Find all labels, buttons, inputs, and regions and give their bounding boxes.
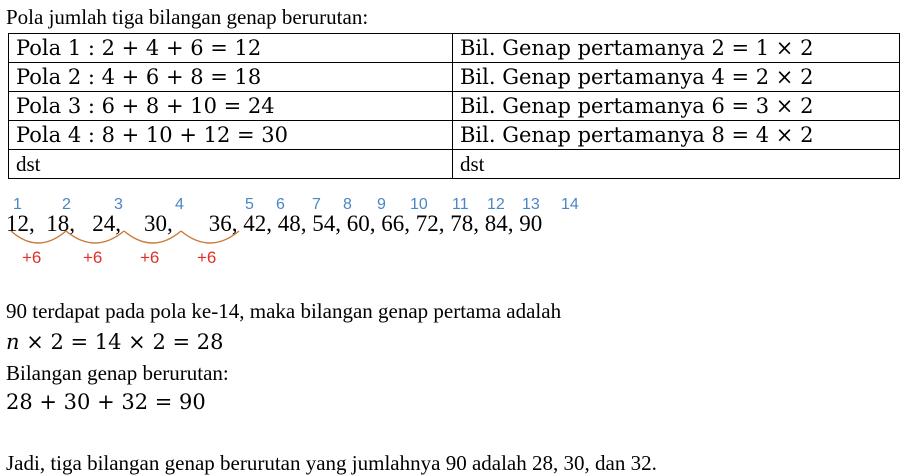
first-even-cell: Bil. Genap pertamanya 2 = 1 × 2 (453, 34, 900, 63)
pattern-index: 8 (343, 196, 352, 213)
pattern-index: 3 (114, 196, 123, 213)
pattern-index: 6 (276, 196, 285, 213)
step-arc (181, 231, 239, 243)
sum-line: 28 + 30 + 32 = 90 (6, 390, 206, 414)
pattern-index: 2 (62, 196, 71, 213)
conclusion: Jadi, tiga bilangan genap berurutan yang jumlahnya 90 adalah 28, 30, dan 32. (6, 451, 657, 475)
formula-rest: × 2 = 14 × 2 = 28 (19, 330, 224, 354)
pattern-index: 4 (175, 196, 184, 213)
pattern-cell: dst (9, 150, 453, 179)
step-label: +6 (197, 248, 217, 267)
pattern-cell: Pola 1 : 2 + 4 + 6 = 12 (9, 34, 453, 63)
pattern-index: 13 (522, 196, 540, 213)
pattern-index: 7 (312, 196, 321, 213)
pattern-index: 14 (561, 196, 579, 213)
pattern-index: 5 (245, 196, 254, 213)
explanation-line: Bilangan genap berurutan: (6, 361, 229, 385)
step-arc (124, 231, 181, 243)
first-even-cell: Bil. Genap pertamanya 4 = 2 × 2 (453, 63, 900, 92)
first-even-cell: dst (453, 150, 900, 179)
pattern-cell: Pola 3 : 6 + 8 + 10 = 24 (9, 92, 453, 121)
pattern-index: 12 (487, 196, 505, 213)
step-label: +6 (83, 248, 103, 267)
sequence-rest: 36, 42, 48, 54, 60, 66, 72, 78, 84, 90 (208, 211, 543, 236)
sequence-first-four: 12, 18, 24, 30, (6, 211, 173, 236)
step-arc (11, 231, 66, 243)
step-label: +6 (140, 248, 160, 267)
pattern-index: 1 (13, 196, 22, 213)
explanation-line: 90 terdapat pada pola ke-14, maka bilangan genap pertama adalah (6, 299, 562, 323)
pattern-index: 11 (452, 196, 469, 213)
pattern-index: 10 (410, 196, 428, 213)
pattern-cell: Pola 4 : 8 + 10 + 12 = 30 (9, 121, 453, 150)
formula-line (6, 329, 223, 355)
first-even-cell: Bil. Genap pertamanya 6 = 3 × 2 (453, 92, 900, 121)
first-even-cell: Bil. Genap pertamanya 8 = 4 × 2 (453, 121, 900, 150)
variable-n: n (6, 330, 20, 354)
step-arc (66, 231, 124, 243)
pattern-cell: Pola 2 : 4 + 6 + 8 = 18 (9, 63, 453, 92)
pattern-index: 9 (377, 196, 386, 213)
intro-heading: Pola jumlah tiga bilangan genap berurutan: (6, 5, 369, 29)
step-label: +6 (22, 248, 42, 267)
